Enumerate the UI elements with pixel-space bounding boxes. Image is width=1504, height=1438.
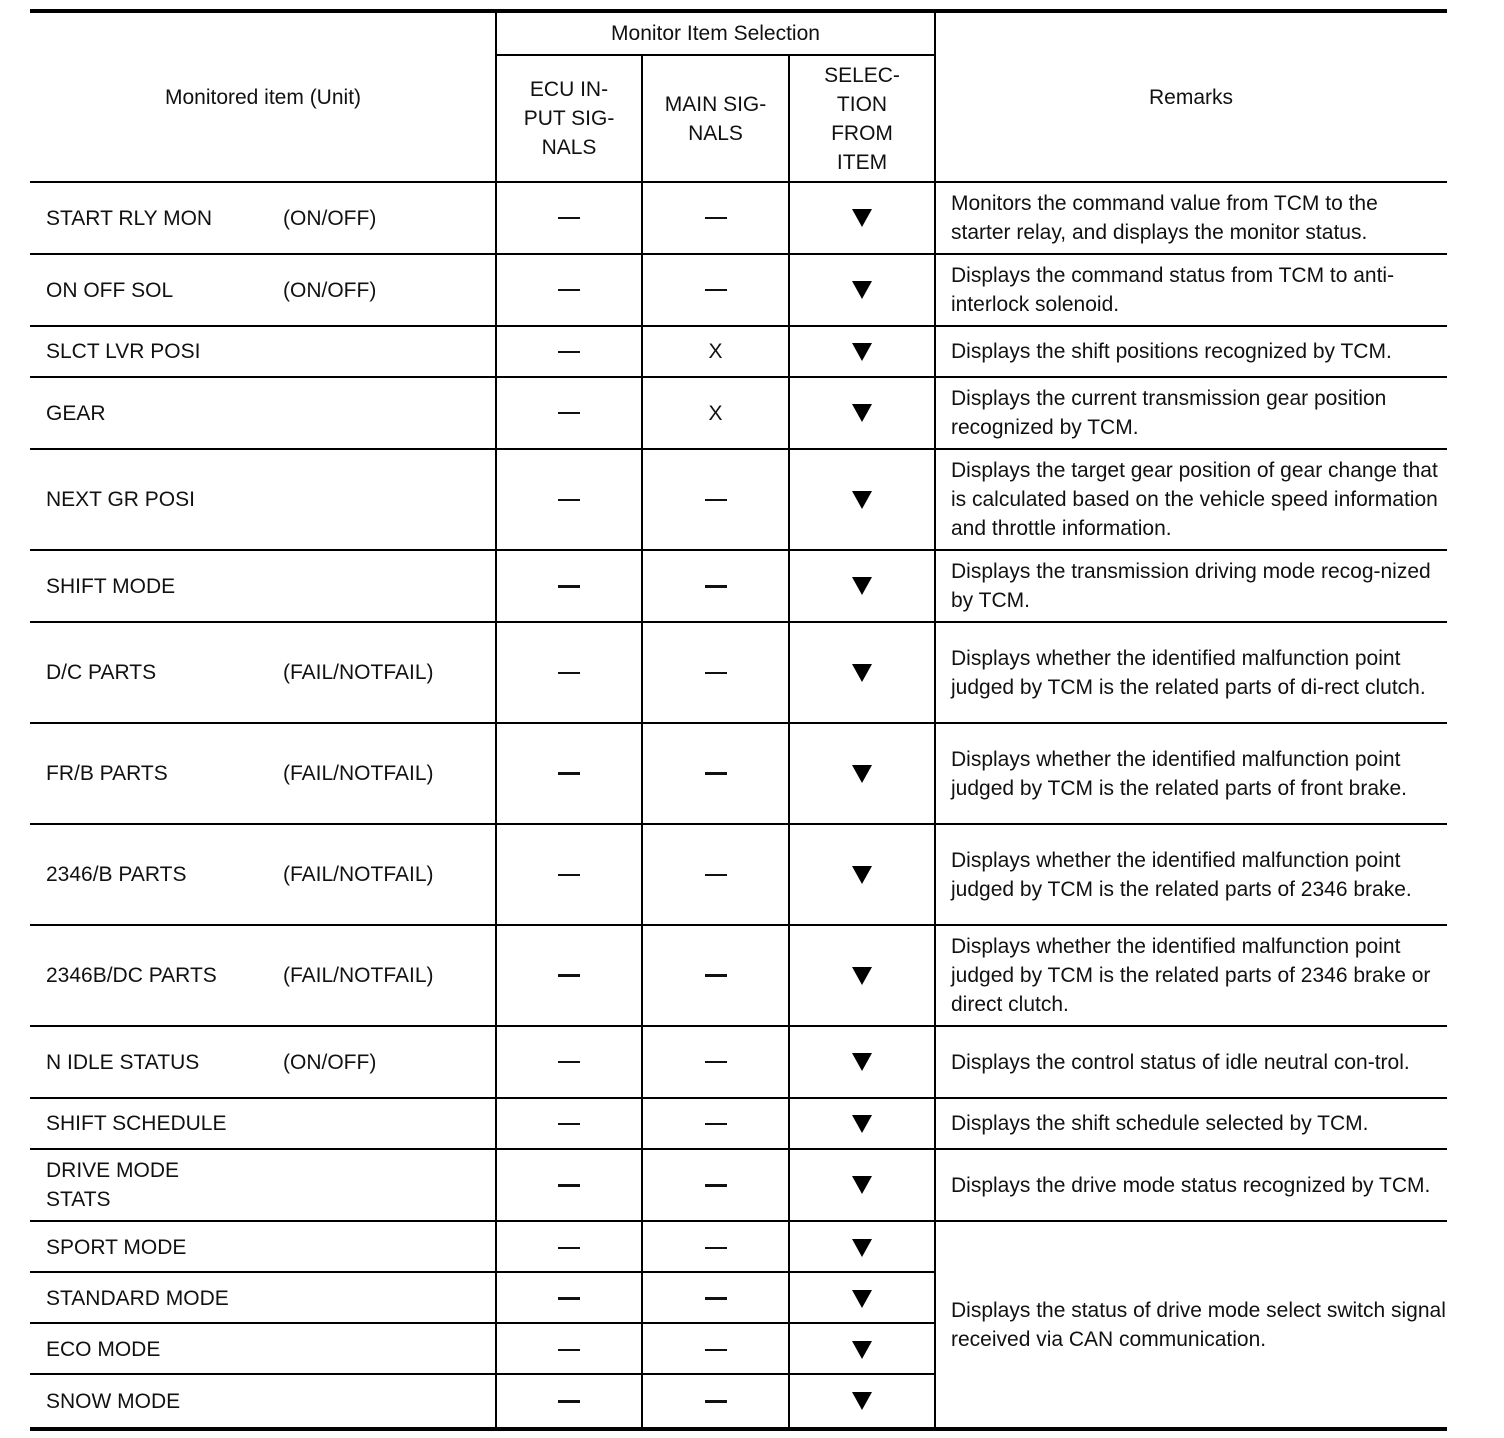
item-unit	[283, 1150, 493, 1220]
main-signal-mark	[642, 551, 789, 621]
ecu-input-mark	[496, 1324, 642, 1375]
item-unit: (ON/OFF)	[283, 206, 377, 230]
main-signal-mark	[642, 623, 789, 722]
item-name: STANDARD MODE	[46, 1287, 229, 1310]
item-name: ECO MODE	[46, 1338, 161, 1361]
item-unit: (FAIL/NOTFAIL)	[283, 964, 434, 987]
table-row	[30, 327, 1447, 378]
remarks-text: Displays the current transmission gear position recognized by TCM.	[951, 387, 1387, 439]
table-row	[30, 724, 1447, 825]
item-name: SLCT LVR POSI	[46, 340, 201, 363]
table-row	[30, 1027, 1447, 1099]
main-signal-mark	[642, 1273, 789, 1324]
item-unit: (FAIL/NOTFAIL)	[283, 863, 434, 886]
table-row	[30, 378, 1447, 450]
main-signal-mark	[642, 1222, 789, 1273]
header-divider	[496, 54, 935, 56]
item-name: START RLY MON	[46, 206, 213, 230]
selection-mark	[789, 327, 935, 376]
remarks-text: Displays the command status from TCM to anti-interlock solenoid.	[951, 264, 1395, 316]
table-row	[30, 623, 1447, 724]
ecu-input-mark	[496, 551, 642, 621]
table-row	[30, 825, 1447, 926]
selection-mark	[789, 1099, 935, 1148]
main-signal-mark	[642, 1027, 789, 1097]
main-signal-mark	[642, 450, 789, 549]
main-signal-mark	[642, 1375, 789, 1427]
item-name: NEXT GR POSI	[46, 488, 195, 511]
remarks-text: Displays the transmission driving mode recog-nized by TCM.	[951, 560, 1431, 612]
table-row	[30, 255, 1447, 327]
selection-mark	[789, 378, 935, 448]
header-monitor-item-selection: Monitor Item Selection	[611, 22, 820, 45]
selection-mark	[789, 1324, 935, 1375]
selection-mark	[789, 450, 935, 549]
main-signal-mark	[642, 926, 789, 1025]
ecu-input-mark	[496, 623, 642, 722]
main-signal-mark: X	[708, 401, 723, 425]
main-signal-mark	[642, 1150, 789, 1220]
remarks-text: Displays the shift schedule selected by TCM.	[951, 1112, 1369, 1135]
item-unit: (ON/OFF)	[283, 278, 377, 302]
selection-mark	[789, 1150, 935, 1220]
ecu-input-mark	[496, 1099, 642, 1148]
selection-mark	[789, 1273, 935, 1324]
table-row	[30, 183, 1447, 255]
remarks-text: Displays whether the identified malfunction point judged by TCM is the related parts of di-rect clutch.	[951, 646, 1426, 699]
item-name: D/C PARTS	[46, 661, 157, 684]
ecu-input-mark	[496, 724, 642, 823]
remarks-text: Displays whether the identified malfunction point judged by TCM is the related parts of 2346 brake or direct clutch.	[951, 935, 1431, 1016]
merged-remarks-text: Displays the status of drive mode select switch signal received via CAN communication.	[951, 1298, 1446, 1351]
item-unit: (FAIL/NOTFAIL)	[283, 661, 434, 684]
selection-mark	[789, 183, 935, 253]
item-unit	[283, 1099, 493, 1148]
item-unit	[283, 551, 493, 621]
selection-mark	[789, 825, 935, 924]
item-name: SHIFT SCHEDULE	[46, 1112, 227, 1135]
item-name: SNOW MODE	[46, 1389, 181, 1413]
header-monitored-item: Monitored item (Unit)	[164, 85, 362, 109]
selection-mark	[789, 623, 935, 722]
ecu-input-mark	[496, 1375, 642, 1427]
ecu-input-mark	[496, 1150, 642, 1220]
table-row	[30, 1150, 1447, 1222]
item-name: N IDLE STATUS	[46, 1050, 200, 1074]
main-signal-mark	[642, 183, 789, 253]
main-signal-mark	[642, 255, 789, 325]
ecu-input-mark	[496, 1027, 642, 1097]
selection-mark	[789, 255, 935, 325]
table-row	[30, 450, 1447, 551]
ecu-input-mark	[496, 1222, 642, 1273]
main-signal-mark	[642, 1099, 789, 1148]
ecu-input-mark	[496, 183, 642, 253]
selection-mark	[789, 1375, 935, 1427]
selection-mark	[789, 1027, 935, 1097]
table-row	[30, 926, 1447, 1027]
remarks-text: Displays the drive mode status recognized by TCM.	[951, 1173, 1431, 1197]
main-signal-mark	[642, 1324, 789, 1375]
selection-mark	[789, 1222, 935, 1273]
header-remarks: Remarks	[1148, 85, 1233, 109]
ecu-input-mark	[496, 825, 642, 924]
ecu-input-mark	[496, 378, 642, 448]
selection-mark	[789, 724, 935, 823]
item-name: SPORT MODE	[46, 1236, 187, 1259]
remarks-text: Displays the shift positions recognized by TCM.	[951, 340, 1392, 363]
item-unit	[283, 378, 493, 448]
item-name: 2346/B PARTS	[46, 863, 187, 886]
remarks-text: Monitors the command value from TCM to the starter relay, and displays the monitor status.	[951, 192, 1378, 244]
selection-mark	[789, 926, 935, 1025]
remarks-text: Displays whether the identified malfunction point judged by TCM is the related parts of front brake.	[951, 747, 1408, 800]
item-unit	[283, 450, 493, 549]
item-name: 2346B/DC PARTS	[46, 964, 217, 987]
remarks-text: Displays the control status of idle neutral con-trol.	[951, 1050, 1410, 1074]
item-unit: (FAIL/NOTFAIL)	[283, 762, 434, 785]
remarks-text: Displays the target gear position of gear change that is calculated based on the vehicle speed information and throttle information.	[951, 459, 1438, 540]
item-name: FR/B PARTS	[46, 762, 168, 785]
remarks-text: Displays whether the identified malfunction point judged by TCM is the related parts of 2346 brake.	[951, 848, 1412, 901]
item-name: SHIFT MODE	[46, 574, 176, 598]
main-signal-mark	[642, 724, 789, 823]
ecu-input-mark	[496, 1273, 642, 1324]
table-row	[30, 551, 1447, 623]
header-selection-from-item: SELEC- TION FROM ITEM	[824, 63, 900, 174]
item-name: DRIVE MODE STATS	[46, 1159, 180, 1211]
ecu-input-mark	[496, 926, 642, 1025]
selection-mark	[789, 551, 935, 621]
table-row	[30, 1099, 1447, 1150]
table-header	[30, 13, 1447, 183]
ecu-input-mark	[496, 255, 642, 325]
header-main-signals: MAIN SIG- NALS	[664, 92, 767, 145]
main-signal-mark	[642, 825, 789, 924]
monitor-item-table	[30, 9, 1447, 1431]
item-unit	[283, 327, 493, 376]
main-signal-mark: X	[708, 340, 723, 363]
ecu-input-mark	[496, 327, 642, 376]
header-ecu-input-signals: ECU IN- PUT SIG- NALS	[523, 78, 615, 159]
item-unit: (ON/OFF)	[283, 1050, 377, 1074]
item-name: ON OFF SOL	[46, 278, 174, 302]
ecu-input-mark	[496, 450, 642, 549]
item-name: GEAR	[46, 401, 106, 425]
